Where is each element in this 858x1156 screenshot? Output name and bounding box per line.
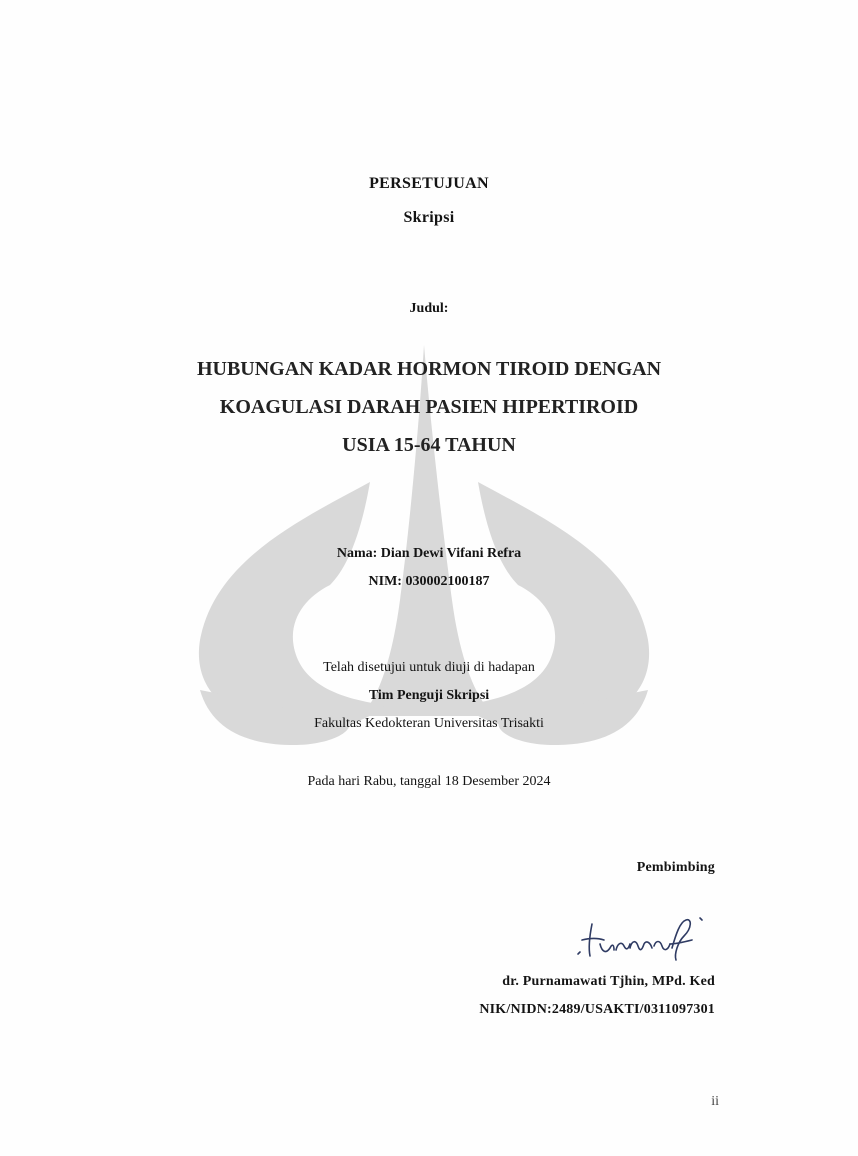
thesis-title-line-3: USIA 15-64 TAHUN [342, 434, 516, 456]
document-heading: PERSETUJUAN [369, 175, 489, 192]
student-name: Nama: Dian Dewi Vifani Refra [336, 546, 522, 561]
supervisor-name: dr. Purnamawati Tjhin, MPd. Ked [502, 974, 715, 989]
approval-line-2: Tim Penguji Skripsi [368, 688, 490, 703]
student-nim: NIM: 030002100187 [368, 574, 490, 589]
thesis-title-line-1: HUBUNGAN KADAR HORMON TIROID DENGAN [196, 358, 662, 380]
thesis-title-line-2: KOAGULASI DARAH PASIEN HIPERTIROID [219, 396, 639, 418]
document-subheading: Skripsi [403, 209, 455, 226]
supervisor-nik: NIK/NIDN:2489/USAKTI/0311097301 [479, 1002, 715, 1017]
page-number: ii [711, 1094, 719, 1109]
approval-line-3: Fakultas Kedokteran Universitas Trisakti [314, 716, 544, 731]
supervisor-signature [572, 914, 724, 964]
approval-date: Pada hari Rabu, tanggal 18 Desember 2024 [307, 774, 551, 789]
judul-label: Judul: [409, 301, 449, 316]
supervisor-role: Pembimbing [636, 860, 715, 875]
approval-line-1: Telah disetujui untuk diuji di hadapan [323, 660, 535, 675]
